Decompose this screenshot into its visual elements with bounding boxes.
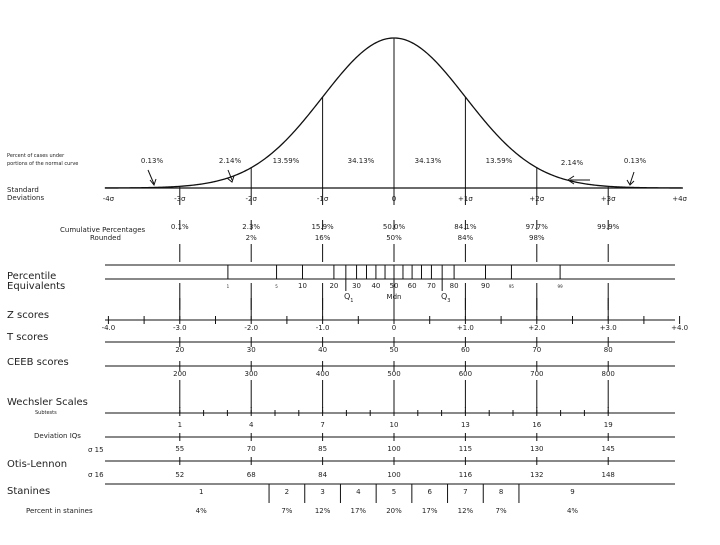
t-value: 30 (246, 346, 256, 354)
deviation-iq-values (175, 433, 615, 453)
sigma-16-label: σ 16 (88, 471, 104, 479)
otis-value: 52 (175, 471, 185, 479)
cumulative-rounded-values (246, 234, 545, 242)
percentile-number: 40 (371, 282, 381, 290)
deviation-iq-value: 145 (601, 445, 615, 453)
percentile-number: 70 (426, 282, 436, 290)
subtest-value: 1 (177, 421, 183, 429)
ceeb-value: 300 (244, 370, 258, 378)
percent-label: 0.13% (623, 157, 647, 165)
stanines-label: Stanines (7, 486, 51, 497)
subtest-value: 19 (603, 421, 613, 429)
wechsler-label: Wechsler Scales (7, 397, 88, 408)
cumulative-exact: 2.3% (242, 223, 261, 231)
stanine-percent: 7% (495, 507, 507, 515)
percent-label: 13.59% (272, 157, 300, 165)
z-value: -1.0 (315, 324, 330, 332)
cumulative-label-2: Rounded (90, 234, 121, 242)
percent-label: 0.13% (140, 157, 164, 165)
deviation-iq-label: Deviation IQs (34, 432, 81, 440)
percentile-number: 30 (352, 282, 362, 290)
cumulative-exact-values (171, 223, 620, 231)
z-value: +3.0 (599, 324, 617, 332)
z-value: -3.0 (172, 324, 187, 332)
tail-arrow-left2 (228, 170, 232, 180)
t-value: 20 (175, 346, 185, 354)
sd-tick-label: +1σ (458, 195, 473, 203)
percentile-number: 10 (298, 282, 307, 290)
stanine-percent: 17% (421, 507, 438, 515)
subtest-value: 16 (532, 421, 542, 429)
z-value: +1.0 (456, 324, 474, 332)
cumulative-rounded: 50% (386, 234, 402, 242)
stanine-number: 1 (198, 488, 204, 496)
stanine-number: 8 (498, 488, 504, 496)
deviation-iq-value: 100 (387, 445, 401, 453)
cumulative-rounded: 98% (529, 234, 545, 242)
stanine-percent: 12% (314, 507, 331, 515)
cumulative-rounded: 2% (245, 234, 257, 242)
percent-label: 34.13% (347, 157, 375, 165)
sd-tick-label: +4σ (672, 195, 687, 203)
cumulative-exact: 84.1% (454, 223, 477, 231)
otis-value: 116 (458, 471, 473, 479)
t-value: 60 (460, 346, 470, 354)
percentile-number: 5 (275, 284, 278, 289)
otis-value: 100 (387, 471, 401, 479)
percentile-number: 90 (481, 282, 490, 290)
stanine-numbers (199, 488, 575, 496)
ceeb-value: 600 (458, 370, 473, 378)
ceeb-value: 200 (173, 370, 187, 378)
sd-tick-label: +2σ (529, 195, 545, 203)
percentile-number: 80 (449, 282, 459, 290)
otis-value: 148 (601, 471, 615, 479)
percentile-number: 1 (226, 284, 230, 289)
t-scores-label: T scores (7, 332, 49, 343)
median-label: Mdn (386, 293, 402, 301)
stanine-number: 6 (427, 488, 432, 496)
ceeb-label: CEEB scores (7, 357, 69, 368)
otis-value: 132 (530, 471, 544, 479)
cases-caption-line2: portions of the normal curve (7, 161, 79, 167)
sd-tick-label: -4σ (102, 195, 115, 203)
cumulative-exact: 99.9% (597, 223, 620, 231)
t-value: 40 (318, 346, 328, 354)
std-dev-ticks (103, 195, 688, 203)
cumulative-rounded: 16% (314, 234, 331, 242)
stanine-percent: 7% (281, 507, 293, 515)
t-value: 80 (603, 346, 613, 354)
sigma-15-label: σ 15 (88, 446, 104, 454)
percent-label: 13.59% (485, 157, 513, 165)
stanine-percent: 17% (350, 507, 367, 515)
cumulative-rounded: 84% (457, 234, 474, 242)
cumulative-exact: 0.1% (170, 223, 189, 231)
z-value: +2.0 (528, 324, 546, 332)
percent-in-stanines-label: Percent in stanines (26, 507, 93, 515)
subtests-label: Subtests (35, 410, 57, 416)
subtest-value: 10 (389, 421, 399, 429)
sd-tick-label: +3σ (600, 195, 616, 203)
cumulative-exact: 50.0% (382, 223, 406, 231)
stanine-number: 3 (320, 488, 325, 496)
percentile-number: 60 (407, 282, 417, 290)
cumulative-label-1: Cumulative Percentages (60, 226, 146, 234)
otis-values (175, 457, 615, 479)
subtest-value: 13 (460, 421, 470, 429)
q3-label: $Q_3$ (441, 292, 451, 304)
ceeb-value: 400 (315, 370, 330, 378)
stanine-percent: 4% (195, 507, 207, 515)
z-value: -2.0 (244, 324, 259, 332)
stanine-percent: 12% (457, 507, 474, 515)
stanine-number: 9 (570, 488, 575, 496)
otis-value: 68 (246, 471, 256, 479)
sd-tick-label: -2σ (245, 195, 257, 203)
percent-label: 2.14% (560, 159, 584, 167)
stanine-number: 7 (463, 488, 468, 496)
t-value: 50 (389, 346, 399, 354)
z-value: +4.0 (671, 324, 689, 332)
percent-label: 2.14% (218, 157, 242, 165)
deviation-iq-value: 55 (175, 445, 185, 453)
otis-label: Otis-Lennon (7, 459, 68, 470)
stanine-percents (196, 507, 579, 515)
normal-curve (105, 38, 682, 188)
stanine-number: 2 (284, 488, 290, 496)
stanine-number: 4 (356, 488, 361, 496)
cases-caption-line1: Percent of cases under (7, 153, 65, 159)
z-scores-label: Z scores (7, 310, 50, 321)
percentile-number: 50 (389, 282, 399, 290)
sd-tick-label: -3σ (174, 195, 186, 203)
subtest-value: 7 (320, 421, 325, 429)
std-dev-label-2: Deviations (7, 194, 45, 202)
stanine-percent: 20% (386, 507, 402, 515)
stanine-number: 5 (391, 488, 397, 496)
std-dev-label-1: Standard (7, 186, 39, 194)
subtest-value: 4 (248, 421, 254, 429)
percentile-number: 95 (508, 284, 514, 289)
ceeb-values (173, 361, 615, 378)
percentile-label-1: Percentile (7, 271, 57, 282)
sd-tick-label: -1σ (316, 195, 329, 203)
percent-label: 34.13% (414, 157, 442, 165)
t-value: 70 (532, 346, 542, 354)
deviation-iq-value: 130 (530, 445, 544, 453)
otis-value: 84 (318, 471, 328, 479)
z-values (102, 324, 689, 332)
ceeb-value: 700 (530, 370, 544, 378)
percentile-number: 99 (557, 284, 563, 289)
percentile-number: 20 (329, 282, 339, 290)
percentile-label-2: Equivalents (7, 281, 66, 292)
percentile-marks (227, 265, 563, 291)
ceeb-value: 800 (601, 370, 615, 378)
z-value: -4.0 (101, 324, 116, 332)
sd-tick-label: 0 (391, 195, 397, 203)
cumulative-exact: 15.9% (311, 223, 334, 231)
deviation-iq-value: 70 (246, 445, 256, 453)
deviation-iq-value: 115 (458, 445, 473, 453)
deviation-iq-value: 85 (318, 445, 328, 453)
stanine-percent: 4% (566, 507, 579, 515)
q1-label: $Q_1$ (344, 292, 354, 304)
cumulative-exact: 97.7% (525, 223, 548, 231)
ceeb-value: 500 (387, 370, 401, 378)
z-value: 0 (391, 324, 397, 332)
